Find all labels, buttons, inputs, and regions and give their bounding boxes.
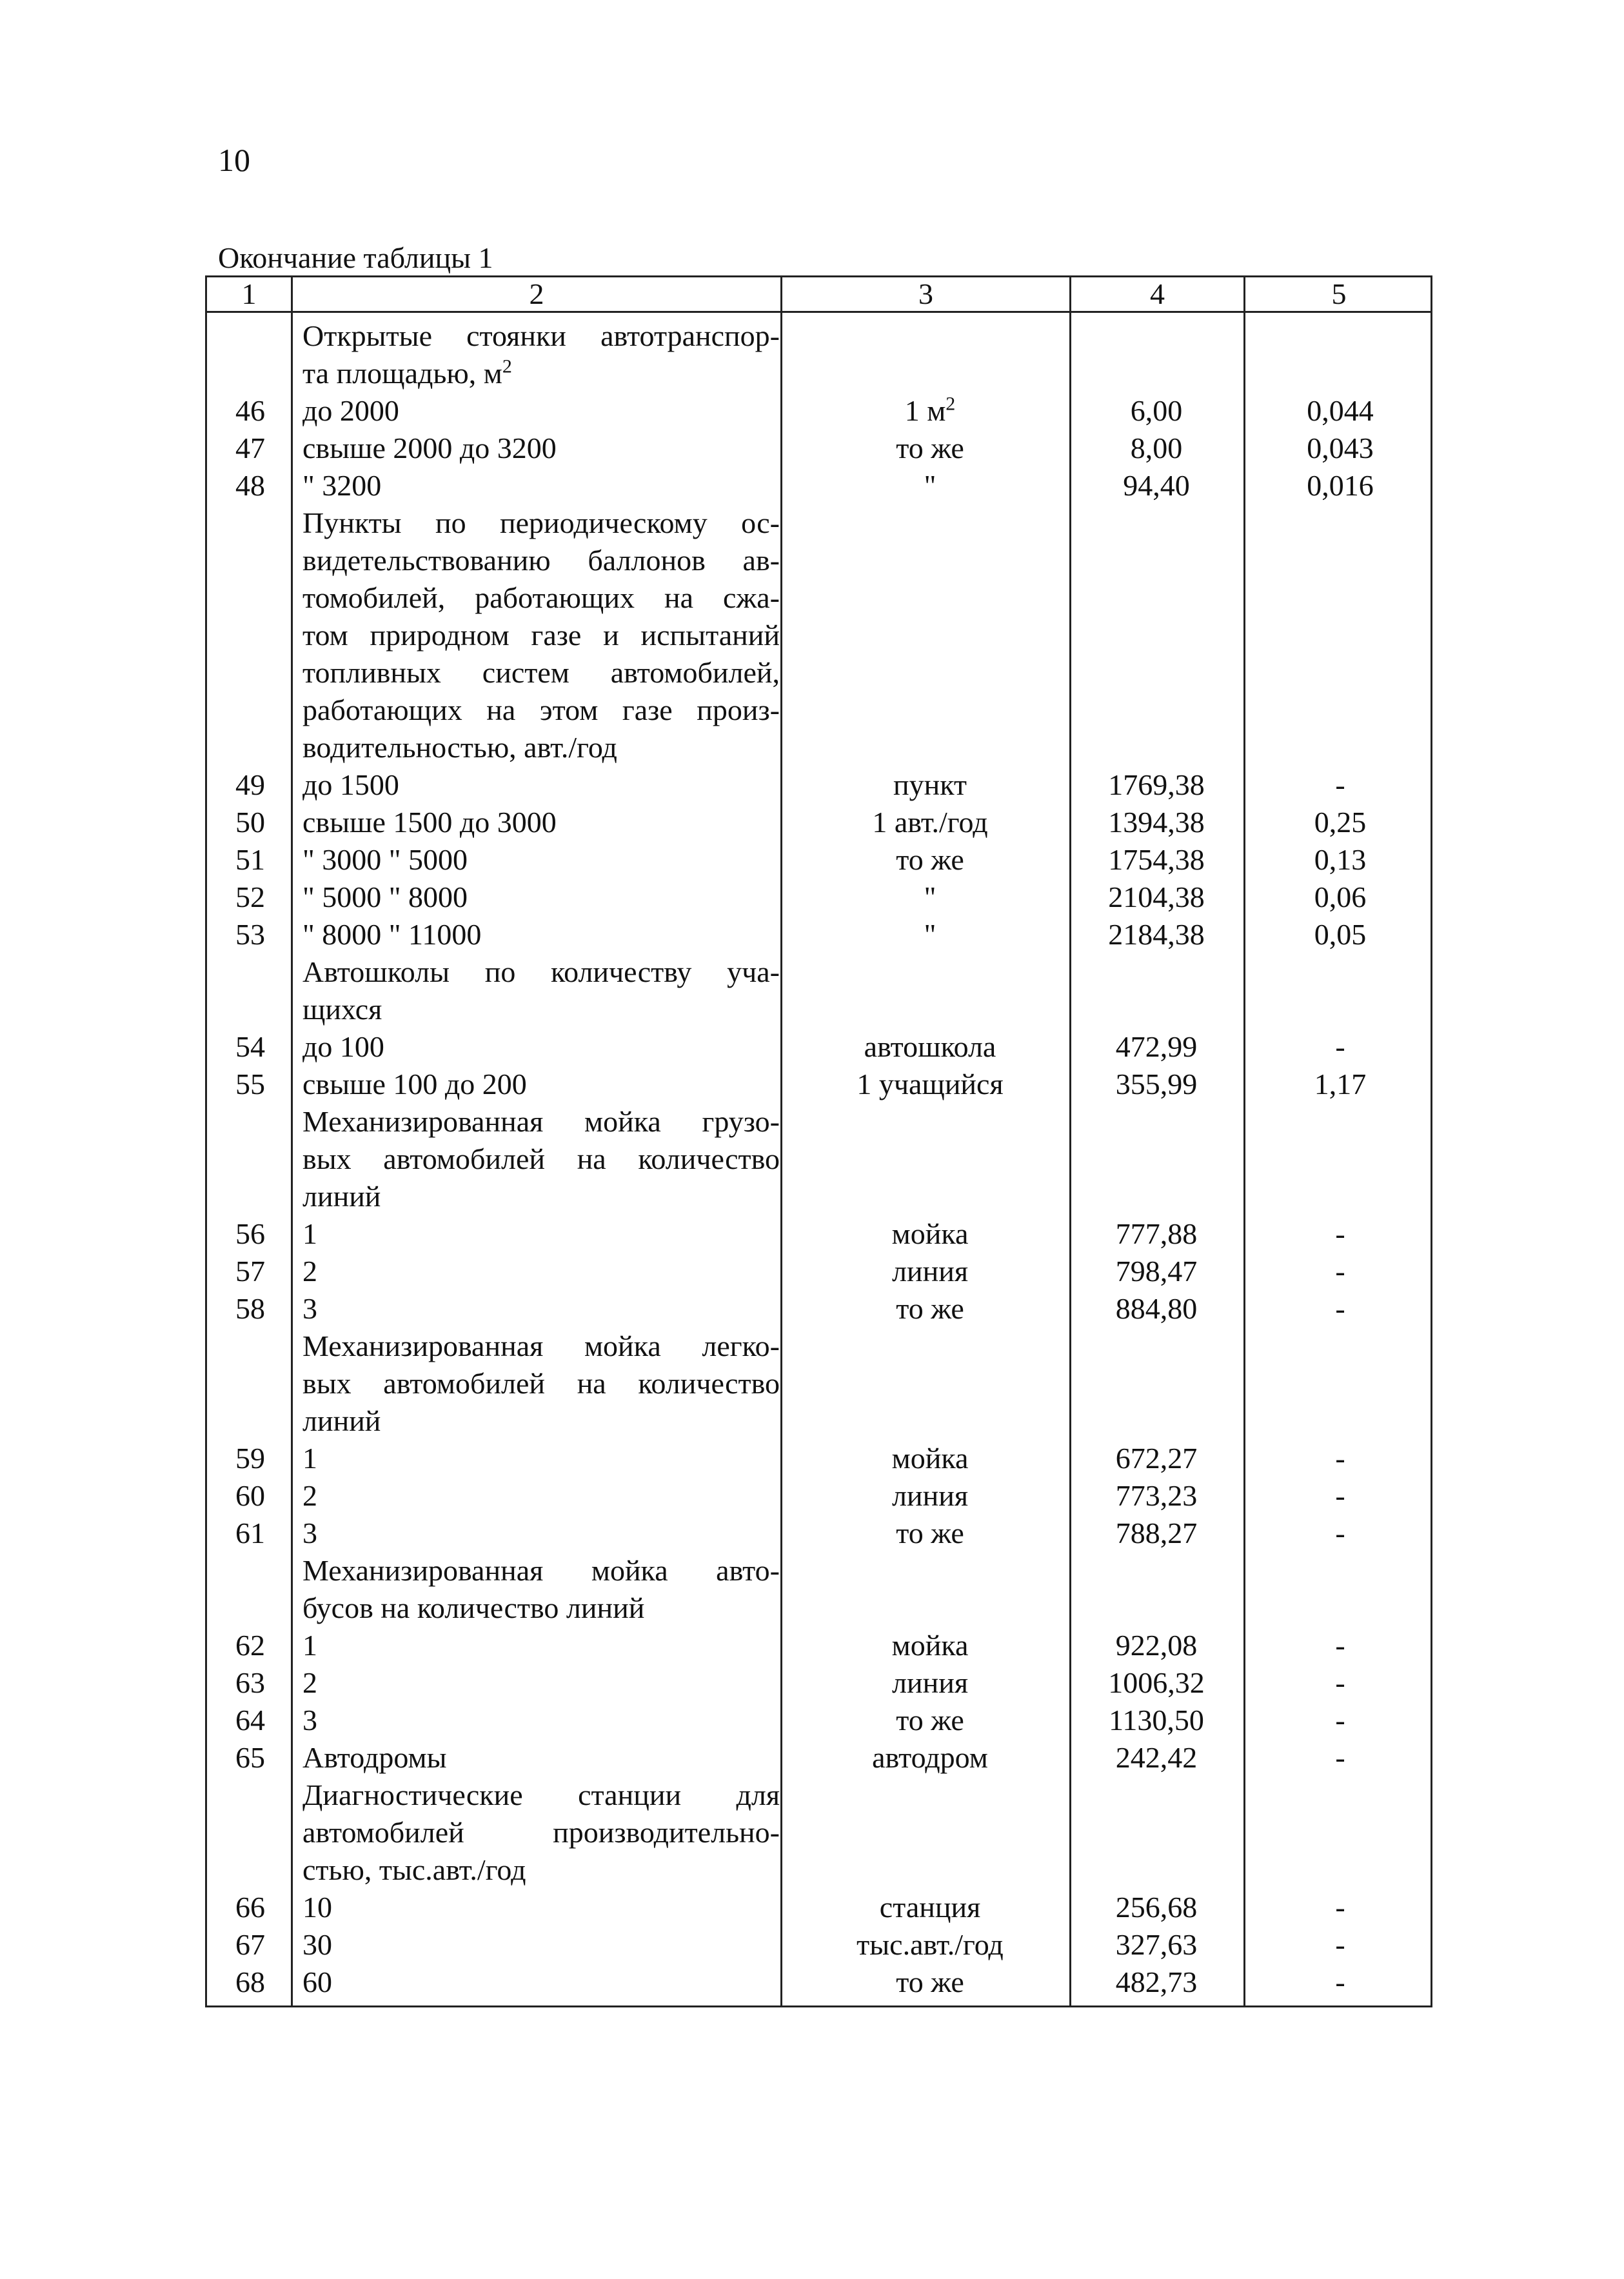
row-value-cell: 777,88 — [1115, 1217, 1198, 1250]
group-title-line: том природном газе и испытаний — [302, 619, 780, 652]
row-number-cell — [207, 804, 291, 841]
header-cell: 2 — [529, 277, 544, 310]
row-name-cell: " 8000 " 11000 — [302, 918, 482, 951]
table-row — [207, 804, 1431, 841]
row-number: 52 — [235, 881, 265, 913]
row-number: 57 — [235, 1255, 265, 1288]
header-cell: 4 — [1150, 277, 1165, 310]
row-number-cell — [207, 1066, 291, 1103]
row-number-cell — [207, 1739, 291, 1776]
row-name-cell: свыше 1500 до 3000 — [302, 806, 557, 839]
row-name-cell: свыше 2000 до 3200 — [302, 432, 557, 464]
group-title-line: водительностью, авт./год — [302, 731, 617, 764]
row-number-cell — [207, 841, 291, 879]
row-increment-cell: 0,25 — [1314, 806, 1367, 839]
row-number-cell — [207, 1253, 291, 1290]
row-name-cell: " 3200 — [302, 469, 382, 502]
table-row — [207, 467, 1431, 504]
table-row — [207, 1627, 1431, 1664]
table-row — [207, 1664, 1431, 1702]
row-number-cell — [207, 1702, 291, 1739]
row-value-cell: 355,99 — [1115, 1068, 1198, 1100]
row-number-cell — [207, 1664, 291, 1702]
table-row — [207, 1702, 1431, 1739]
row-name-cell: " 3000 " 5000 — [302, 843, 468, 876]
row-unit-cell: то же — [896, 1704, 964, 1737]
row-increment-cell: 0,13 — [1314, 843, 1367, 876]
table-row — [207, 1215, 1431, 1253]
header-cell: 3 — [918, 277, 933, 310]
row-increment-cell: - — [1335, 1479, 1345, 1512]
row-name-cell: 10 — [302, 1891, 332, 1924]
row-number-cell — [207, 430, 291, 467]
row-number-cell — [207, 1515, 291, 1552]
row-number: 50 — [235, 806, 265, 839]
row-value-cell: 6,00 — [1130, 394, 1183, 427]
row-unit-cell: автодром — [872, 1741, 988, 1774]
group-title-line: топливных систем автомобилей, — [302, 656, 780, 689]
row-increment-cell: - — [1335, 1928, 1345, 1961]
row-increment-cell: 0,05 — [1314, 918, 1367, 951]
row-unit-cell: мойка — [891, 1629, 969, 1662]
row-number: 55 — [235, 1068, 265, 1100]
group-title-line: вых автомобилей на количество — [302, 1367, 780, 1400]
table-row — [207, 392, 1431, 430]
group-title-line: автомобилей производительно- — [302, 1816, 780, 1849]
row-name-cell: 3 — [302, 1704, 317, 1737]
row-value-cell: 884,80 — [1115, 1292, 1198, 1325]
row-value-cell: 327,63 — [1115, 1928, 1198, 1961]
row-number: 62 — [235, 1629, 265, 1662]
row-value-cell: 2104,38 — [1108, 881, 1205, 913]
table-row — [207, 1515, 1431, 1552]
row-number: 63 — [235, 1666, 265, 1699]
row-name-cell: 60 — [302, 1966, 332, 1998]
row-unit-cell: 1 авт./год — [872, 806, 988, 839]
group-title-line: линий — [302, 1404, 381, 1437]
row-number-cell — [207, 1889, 291, 1926]
group-title-line: бусов на количество линий — [302, 1591, 645, 1624]
row-name-cell: до 1500 — [302, 768, 399, 801]
row-number: 64 — [235, 1704, 265, 1737]
row-number: 65 — [235, 1741, 265, 1774]
row-increment-cell: 0,044 — [1307, 394, 1374, 427]
table-row — [207, 1477, 1431, 1515]
row-number: 59 — [235, 1442, 265, 1475]
row-number: 67 — [235, 1928, 265, 1961]
row-increment-cell: - — [1335, 1666, 1345, 1699]
row-increment-cell: 1,17 — [1314, 1068, 1367, 1100]
row-number: 66 — [235, 1891, 265, 1924]
header-cell: 1 — [241, 277, 257, 310]
group-title-line: видетельствованию баллонов ав- — [302, 544, 780, 577]
row-number-cell — [207, 1926, 291, 1964]
group-title-line: Пункты по периодическому ос- — [302, 506, 780, 539]
row-name-cell: 1 — [302, 1442, 317, 1475]
table-row — [207, 841, 1431, 879]
row-number: 68 — [235, 1966, 265, 1998]
row-unit-cell: тыс.авт./год — [857, 1928, 1004, 1961]
row-name-cell: " 5000 " 8000 — [302, 881, 468, 913]
row-name-cell: 1 — [302, 1217, 317, 1250]
row-unit-cell: линия — [892, 1666, 968, 1699]
table-row — [207, 1889, 1431, 1926]
group-title-line: томобилей, работающих на сжа- — [302, 581, 780, 614]
row-number: 60 — [235, 1479, 265, 1512]
row-increment-cell: - — [1335, 768, 1345, 801]
row-value-cell: 94,40 — [1123, 469, 1190, 502]
row-name-cell: 3 — [302, 1517, 317, 1549]
table-row — [207, 1964, 1431, 2001]
row-number-cell — [207, 1290, 291, 1328]
row-value-cell: 1394,38 — [1108, 806, 1205, 839]
row-unit-cell: линия — [892, 1479, 968, 1512]
row-value-cell: 472,99 — [1115, 1030, 1198, 1063]
row-name-cell: 30 — [302, 1928, 332, 1961]
table-row — [207, 1739, 1431, 1776]
row-increment-cell: 0,016 — [1307, 469, 1374, 502]
row-unit-cell: " — [924, 918, 936, 951]
table-row — [207, 1926, 1431, 1964]
row-number-cell — [207, 1215, 291, 1253]
row-value-cell: 672,27 — [1115, 1442, 1198, 1475]
row-value-cell: 788,27 — [1115, 1517, 1198, 1549]
table-row — [207, 1290, 1431, 1328]
row-number: 48 — [235, 469, 265, 502]
row-name-cell: до 2000 — [302, 394, 399, 427]
row-name-cell: 1 — [302, 1629, 317, 1662]
row-number-cell — [207, 916, 291, 953]
row-value-cell: 242,42 — [1115, 1741, 1198, 1774]
row-number: 54 — [235, 1030, 265, 1063]
row-number-cell — [207, 1440, 291, 1477]
row-increment-cell: - — [1335, 1030, 1345, 1063]
row-number: 61 — [235, 1517, 265, 1549]
row-number: 47 — [235, 432, 265, 464]
table-row — [207, 1066, 1431, 1103]
table-row — [207, 1253, 1431, 1290]
row-unit-cell: мойка — [891, 1442, 969, 1475]
row-increment-cell: - — [1335, 1629, 1345, 1662]
row-value-cell: 2184,38 — [1108, 918, 1205, 951]
row-unit-cell: то же — [896, 843, 964, 876]
row-unit-cell: то же — [896, 1517, 964, 1549]
row-number: 51 — [235, 843, 265, 876]
row-number-cell — [207, 1627, 291, 1664]
table-caption: Окончание таблицы 1 — [218, 241, 493, 274]
superscript-two: 2 — [502, 355, 512, 377]
table-row — [207, 916, 1431, 953]
row-increment-cell: 0,043 — [1307, 432, 1374, 464]
row-number-cell — [207, 1964, 291, 2001]
row-unit-cell: " — [924, 881, 936, 913]
table-row — [207, 766, 1431, 804]
row-increment-cell: - — [1335, 1704, 1345, 1737]
group-title-line: линий — [302, 1180, 381, 1213]
row-increment-cell: - — [1335, 1966, 1345, 1998]
row-unit-cell: то же — [896, 1966, 964, 1998]
row-increment-cell: - — [1335, 1292, 1345, 1325]
group-title-line: Открытые стоянки автотранспор- — [302, 319, 780, 352]
row-value-cell: 1769,38 — [1108, 768, 1205, 801]
table-row — [207, 1028, 1431, 1066]
superscript-two: 2 — [946, 393, 956, 415]
row-unit-cell: 1 $м^2$ — [904, 393, 956, 427]
group-title-line: Механизированная мойка авто- — [302, 1554, 780, 1587]
row-unit-cell: то же — [896, 432, 964, 464]
row-value-cell: 256,68 — [1115, 1891, 1198, 1924]
row-unit-cell: 1 учащийся — [857, 1068, 1004, 1100]
row-number: 46 — [235, 394, 265, 427]
row-value-cell: 1006,32 — [1108, 1666, 1205, 1699]
group-title-line: вых автомобилей на количество — [302, 1142, 780, 1175]
row-value-cell: 1130,50 — [1109, 1704, 1204, 1737]
row-value-cell: 922,08 — [1115, 1629, 1198, 1662]
page-number: 10 — [218, 142, 250, 178]
group-title-line: Автошколы по количеству уча- — [302, 955, 780, 988]
header-cell: 5 — [1331, 277, 1347, 310]
row-unit-cell: станция — [879, 1891, 981, 1924]
row-value-cell: 482,73 — [1115, 1966, 1198, 1998]
row-name-cell: свыше 100 до 200 — [302, 1068, 527, 1100]
row-unit-cell: автошкола — [864, 1030, 996, 1063]
row-number-cell — [207, 1028, 291, 1066]
row-increment-cell: 0,06 — [1314, 881, 1367, 913]
table-row — [207, 879, 1431, 916]
group-title-line: Механизированная мойка грузо- — [302, 1105, 780, 1138]
row-value-cell: 798,47 — [1115, 1255, 1198, 1288]
group-title-line: работающих на этом газе произ- — [302, 693, 780, 726]
row-number-cell — [207, 392, 291, 430]
row-unit-cell: мойка — [891, 1217, 969, 1250]
row-name-cell: 3 — [302, 1292, 317, 1325]
row-value-cell: 8,00 — [1130, 432, 1183, 464]
row-value-cell: 773,23 — [1115, 1479, 1198, 1512]
group-title-line: стью, тыс.авт./год — [302, 1853, 526, 1886]
row-unit-cell: " — [924, 469, 936, 502]
row-name-cell: до 100 — [302, 1030, 384, 1063]
row-name-cell: Автодромы — [302, 1741, 447, 1774]
row-number: 49 — [235, 768, 265, 801]
row-increment-cell: - — [1335, 1442, 1345, 1475]
group-title-line: Диагностические станции для — [302, 1778, 780, 1811]
row-number: 56 — [235, 1217, 265, 1250]
row-unit-cell: линия — [892, 1255, 968, 1288]
row-name-cell: 2 — [302, 1255, 317, 1288]
row-increment-cell: - — [1335, 1891, 1345, 1924]
row-number-cell — [207, 1477, 291, 1515]
row-number-cell — [207, 879, 291, 916]
row-unit-cell: пункт — [893, 768, 967, 801]
data-table — [205, 275, 1432, 2007]
row-increment-cell: - — [1335, 1741, 1345, 1774]
row-value-cell: 1754,38 — [1108, 843, 1205, 876]
row-increment-cell: - — [1335, 1255, 1345, 1288]
group-title-line: щихся — [302, 993, 382, 1026]
row-number: 58 — [235, 1292, 265, 1325]
group-title-line: Механизированная мойка легко- — [302, 1329, 780, 1362]
group-title-line: та площадью, $м^2$ — [302, 355, 512, 390]
table-header-row — [207, 277, 1431, 313]
row-name-cell: 2 — [302, 1479, 317, 1512]
table-row — [207, 1440, 1431, 1477]
row-number-cell — [207, 766, 291, 804]
row-unit-cell: то же — [896, 1292, 964, 1325]
row-increment-cell: - — [1335, 1517, 1345, 1549]
row-number-cell — [207, 467, 291, 504]
table-row — [207, 430, 1431, 467]
row-name-cell: 2 — [302, 1666, 317, 1699]
row-increment-cell: - — [1335, 1217, 1345, 1250]
row-number: 53 — [235, 918, 265, 951]
